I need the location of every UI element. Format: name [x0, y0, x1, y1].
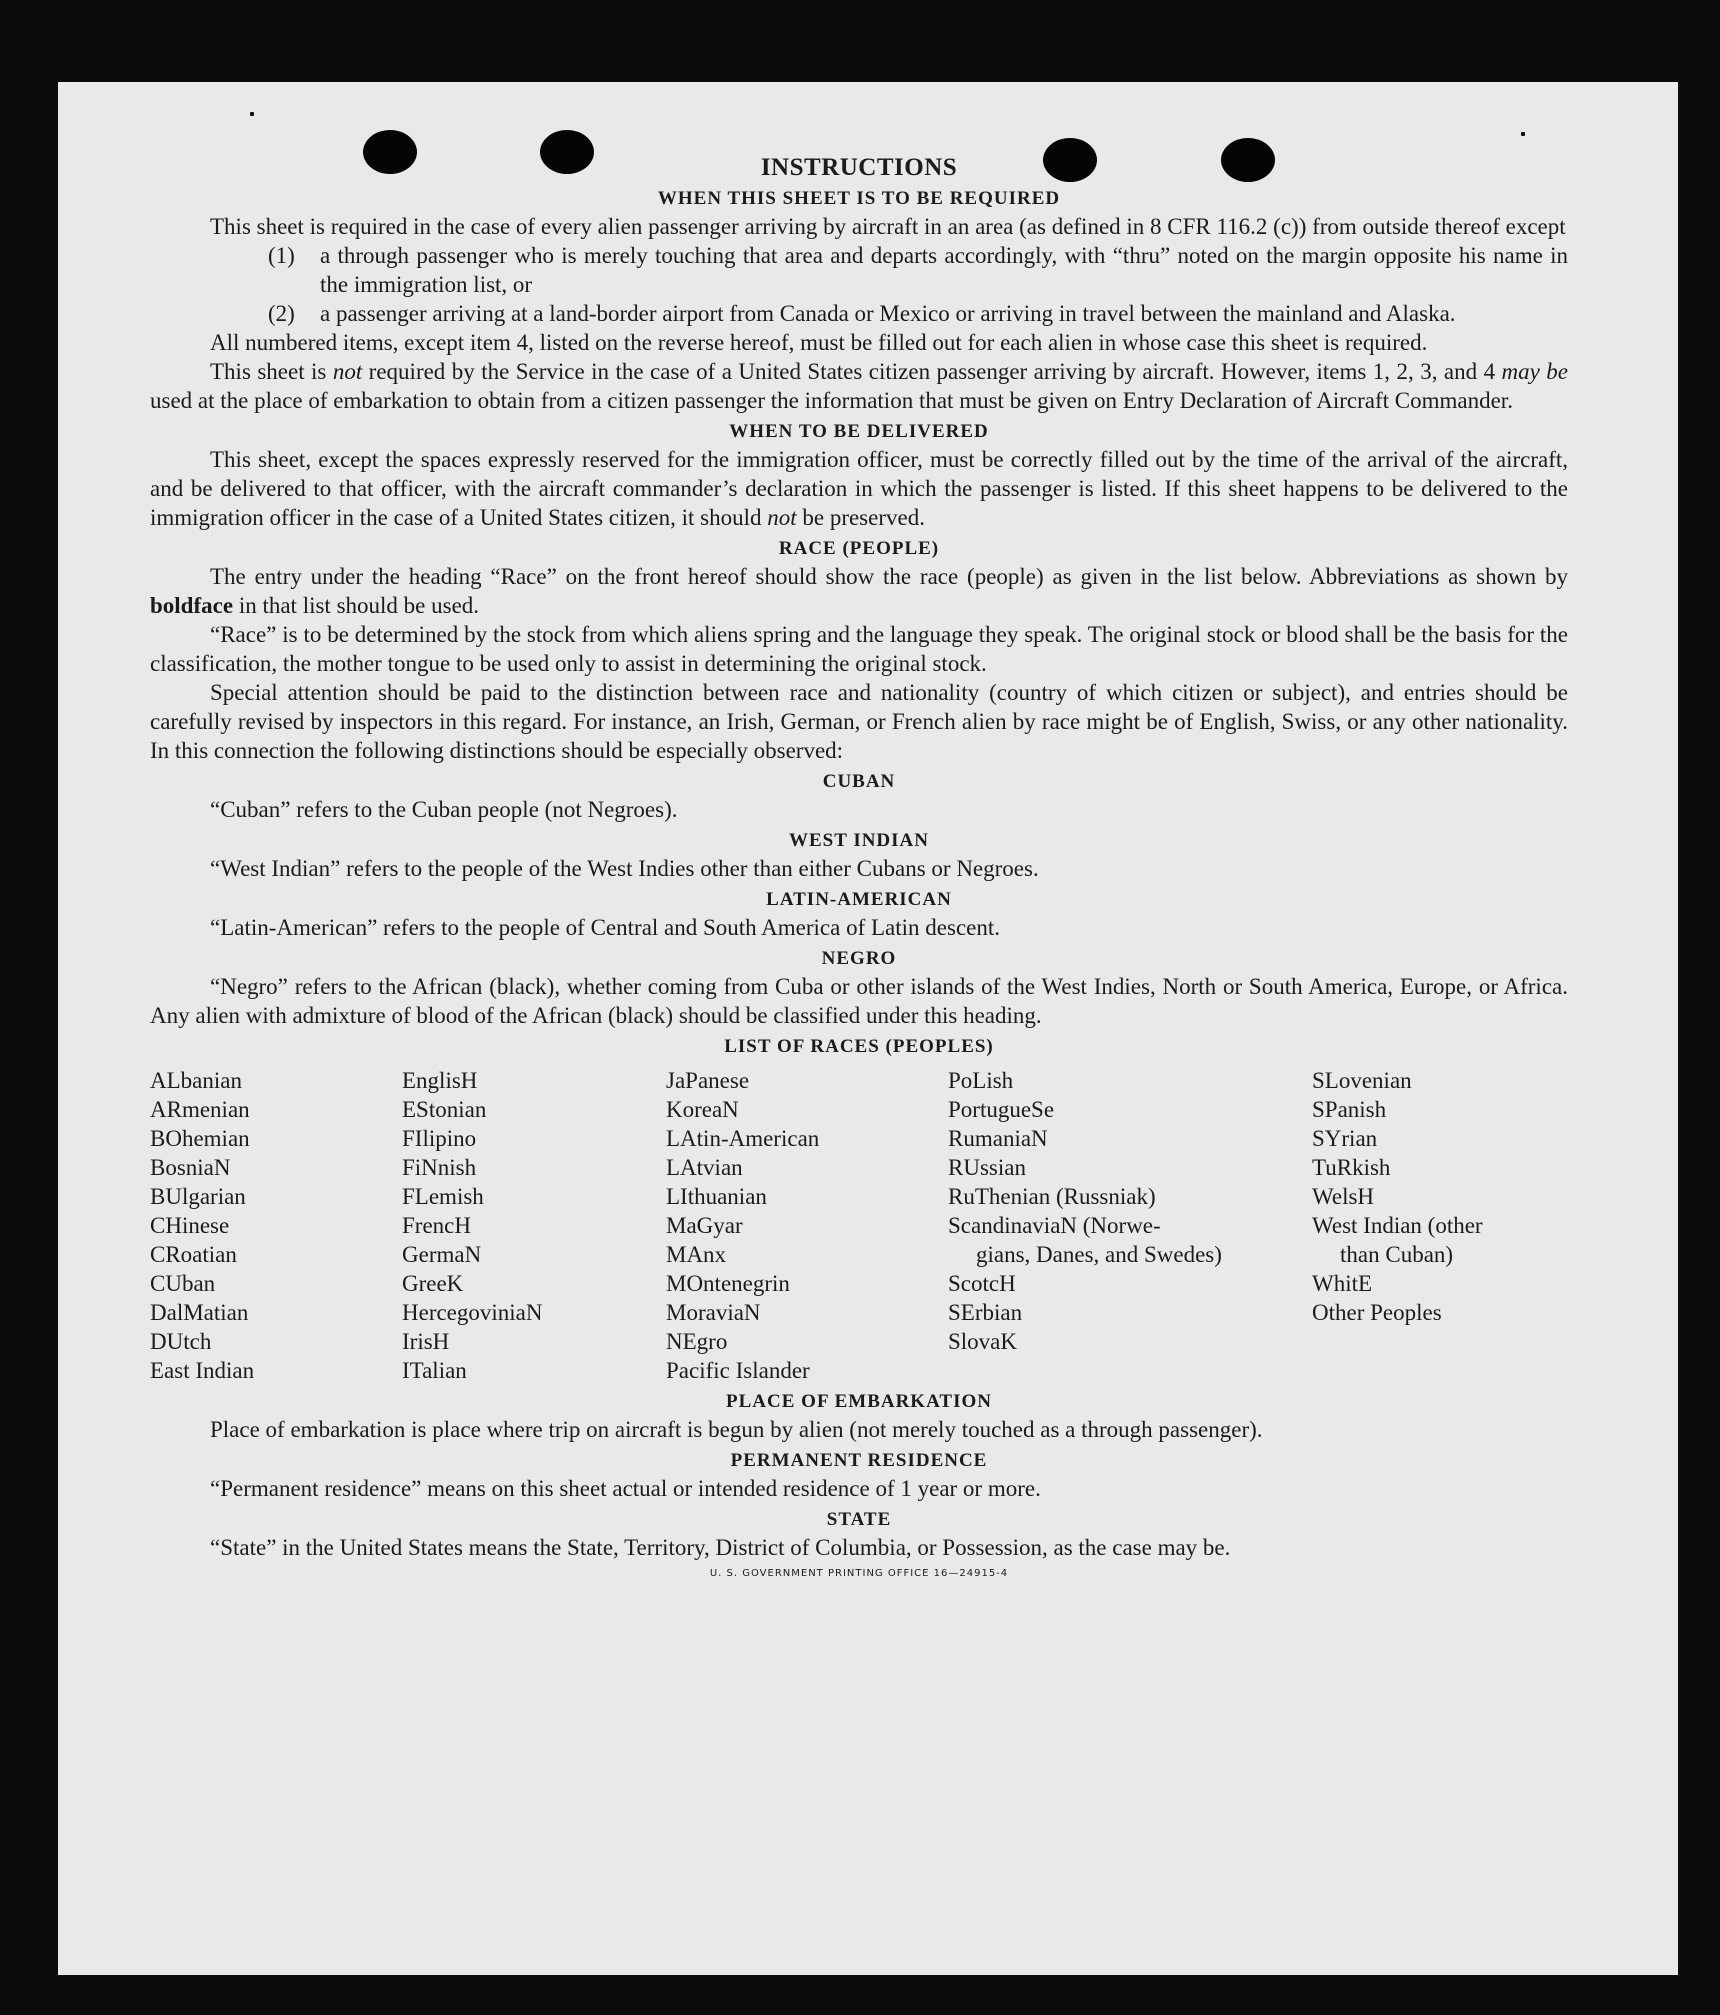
negro-definition: “Negro” refers to the African (black), whether coming from Cuba or other islands of the West Indies, North or South America, Europe, or Africa. Any alien with admixture of blood of the African (black) should be classified under this heading.: [150, 974, 1568, 1028]
text-run: This sheet, except the spaces expressly reserved for the immigration officer, must be correctly filled out by the time of the arrival of the aircraft, and be delivered to that officer, with the aircraft commander’s declaration in which the passenger is listed. If this sheet happens to be delivered to the immigration officer in the case of a United States citizen, it should: [150, 447, 1568, 530]
race-item: FLemish: [402, 1184, 484, 1209]
race-item: CRoatian: [150, 1242, 237, 1267]
west-indian-definition: “West Indian” refers to the people of the West Indies other than either Cubans or Negroes.: [210, 856, 1039, 881]
punch-hole: [1043, 138, 1097, 182]
heading-permanent-residence: PERMANENT RESIDENCE: [730, 1450, 988, 1471]
delivered-paragraph: [150, 445, 1568, 532]
punch-hole: [1221, 138, 1275, 182]
heading-latin-american: LATIN-AMERICAN: [766, 889, 952, 910]
race-item: LAtin-American: [666, 1126, 820, 1151]
races-column-4: [948, 1066, 1312, 1385]
race-item: Other Peoples: [1312, 1300, 1442, 1325]
text-run: The entry under the heading “Race” on the front hereof should show the race (people) as given in the list below. Abbreviations as shown by: [210, 564, 1568, 589]
race-paragraph: [150, 562, 1568, 620]
text-run: This sheet is: [210, 359, 333, 384]
text-run: used at the place of embarkation to obtain from a citizen passenger the information that must be given on Entry Declaration of Aircraft Commander.: [150, 388, 1513, 413]
item-text: a passenger arriving at a land-border airport from Canada or Mexico or arriving in travel between the mainland and Alaska.: [320, 301, 1456, 326]
race-item: CHinese: [150, 1213, 230, 1238]
race-item: JaPanese: [666, 1068, 750, 1093]
heading-cuban: CUBAN: [822, 771, 896, 792]
race-item: SYrian: [1312, 1126, 1378, 1151]
race-item: CUban: [150, 1271, 216, 1296]
races-list: [150, 1066, 1568, 1385]
race-item: RUssian: [948, 1155, 1026, 1180]
race-item: MAnx: [666, 1242, 727, 1267]
race-item: RumaniaN: [948, 1126, 1048, 1151]
race-item: Pacific Islander: [666, 1358, 810, 1383]
race-item: West Indian (other: [1312, 1213, 1483, 1238]
race-item: MaGyar: [666, 1213, 743, 1238]
heading-race: RACE (PEOPLE): [778, 538, 940, 559]
item-number: (2): [268, 301, 295, 326]
race-item: EStonian: [402, 1097, 487, 1122]
race-item: PortugueSe: [948, 1097, 1055, 1122]
race-item: ITalian: [402, 1358, 467, 1383]
race-item: WelsH: [1312, 1184, 1375, 1209]
race-item: SPanish: [1312, 1097, 1387, 1122]
race-item: SlovaK: [948, 1329, 1017, 1354]
emphasis: not: [767, 505, 797, 530]
speck: [250, 112, 254, 116]
heading-negro: NEGRO: [821, 948, 897, 969]
emphasis: not: [332, 359, 363, 384]
emphasis: may be: [1501, 359, 1568, 384]
race-item: GermaN: [402, 1242, 482, 1267]
race-item: EnglisH: [402, 1068, 478, 1093]
race-item: East Indian: [150, 1358, 255, 1383]
punch-hole: [363, 130, 417, 174]
race-stock-paragraph: “Race” is to be determined by the stock from which aliens spring and the language they speak. The original stock or blood shall be the basis for the classification, the mother tongue to be used only to assist in determining the original stock.: [150, 622, 1568, 676]
race-item: IrisH: [402, 1329, 450, 1354]
races-column-2: [402, 1066, 666, 1385]
race-nationality-paragraph: Special attention should be paid to the distinction between race and nationality (country of which citizen or subject), and entries should be carefully revised by inspectors in this regard. For instance, an Irish, German, or French alien by race might be of English, Swiss, or any other nationality. In this connection the following distinctions should be especially observed:: [150, 680, 1568, 763]
race-item: LIthuanian: [666, 1184, 767, 1209]
text-run: be preserved.: [796, 505, 925, 530]
race-item: FiNnish: [402, 1155, 477, 1180]
race-item: ALbanian: [150, 1068, 242, 1093]
race-item: ScotcH: [948, 1271, 1016, 1296]
race-item: WhitE: [1312, 1271, 1373, 1296]
races-column-3: [666, 1066, 948, 1385]
race-item: FrencH: [402, 1213, 471, 1238]
races-column-1: [150, 1066, 402, 1385]
race-item: NEgro: [666, 1329, 728, 1354]
race-item: DalMatian: [150, 1300, 249, 1325]
exception-item: [150, 241, 1568, 299]
race-item: RuThenian (Russniak): [948, 1184, 1156, 1209]
heading-state: STATE: [826, 1509, 892, 1530]
page-title: INSTRUCTIONS: [760, 154, 958, 181]
form-sheet: [58, 82, 1678, 1975]
races-column-5: [1312, 1066, 1567, 1385]
bold-word: boldface: [150, 593, 234, 618]
embarkation-definition: Place of embarkation is place where trip on aircraft is begun by alien (not merely touched as a through passenger).: [210, 1417, 1263, 1442]
race-item: BOhemian: [150, 1126, 250, 1151]
numbered-items-paragraph: All numbered items, except item 4, listed on the reverse hereof, must be filled out for each alien in whose case this sheet is required.: [210, 330, 1428, 355]
race-item: BosniaN: [150, 1155, 231, 1180]
race-item: MoraviaN: [666, 1300, 761, 1325]
item-number: (1): [268, 243, 295, 268]
citizen-paragraph: [150, 357, 1568, 415]
race-item: ScandinaviaN (Norwe-: [948, 1213, 1161, 1238]
required-paragraph: This sheet is required in the case of every alien passenger arriving by aircraft in an area (as defined in 8 CFR 116.2 (c)) from outside thereof except: [210, 214, 1566, 239]
item-text: a through passenger who is merely touching that area and departs accordingly, with “thru” noted on the margin opposite his name in the immigration list, or: [320, 243, 1568, 297]
race-item: MOntenegrin: [666, 1271, 790, 1296]
cuban-definition: “Cuban” refers to the Cuban people (not Negroes).: [210, 797, 678, 822]
heading-west-indian: WEST INDIAN: [789, 830, 929, 851]
race-item: PoLish: [948, 1068, 1014, 1093]
race-item: DUtch: [150, 1329, 212, 1354]
race-item: TuRkish: [1312, 1155, 1391, 1180]
residence-definition: “Permanent residence” means on this sheet actual or intended residence of 1 year or more.: [210, 1476, 1041, 1501]
race-item: SLovenian: [1312, 1068, 1412, 1093]
heading-when-required: WHEN THIS SHEET IS TO BE REQUIRED: [657, 188, 1061, 209]
heading-place-of-embarkation: PLACE OF EMBARKATION: [726, 1391, 992, 1412]
race-item-continuation: gians, Danes, and Swedes): [976, 1242, 1222, 1267]
race-item: KoreaN: [666, 1097, 739, 1122]
race-item: ARmenian: [150, 1097, 250, 1122]
text-run: required by the Service in the case of a United States citizen passenger arriving by aircraft. However, items 1, 2, 3, and 4: [362, 359, 1502, 384]
speck: [1521, 132, 1525, 136]
race-item: BUlgarian: [150, 1184, 246, 1209]
punch-hole: [540, 130, 594, 174]
race-item: FIlipino: [402, 1126, 477, 1151]
race-item: SErbian: [948, 1300, 1023, 1325]
state-definition: “State” in the United States means the State, Territory, District of Columbia, or Possession, as the case may be.: [210, 1535, 1231, 1560]
race-item: LAtvian: [666, 1155, 743, 1180]
race-item: GreeK: [402, 1271, 464, 1296]
race-item: HercegoviniaN: [402, 1300, 543, 1325]
heading-when-delivered: WHEN TO BE DELIVERED: [729, 421, 989, 442]
exception-item: [150, 299, 1568, 328]
text-run: in that list should be used.: [233, 593, 480, 618]
heading-list-of-races: LIST OF RACES (PEOPLES): [724, 1036, 994, 1057]
latin-american-definition: “Latin-American” refers to the people of Central and South America of Latin descent.: [210, 915, 1000, 940]
race-item-continuation: than Cuban): [1340, 1242, 1454, 1267]
printing-office-footer: U. S. GOVERNMENT PRINTING OFFICE 16—24915-4: [709, 1568, 1009, 1579]
